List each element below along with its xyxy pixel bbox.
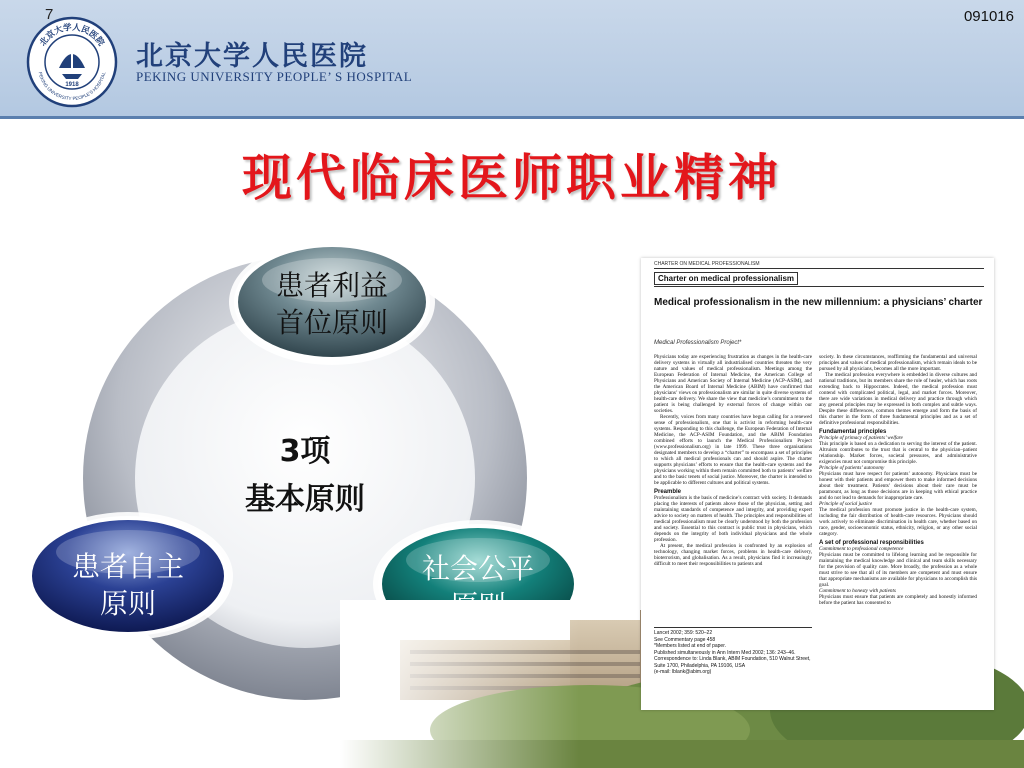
doc-right-column: [819, 354, 977, 606]
doc-subheading: Commitment to honesty with patients: [819, 588, 896, 594]
doc-cite-line: See Commentary page 458: [654, 636, 716, 643]
left-bubble-line2: 原则: [99, 587, 156, 620]
left-bubble-line1: 患者自主: [71, 550, 184, 583]
doc-paragraph: Physicians must ensure that patients are completely and honestly informed before the patient has consented to: [819, 594, 977, 606]
hospital-name-en: PEKING UNIVERSITY PEOPLE’ S HOSPITAL: [136, 69, 413, 84]
doc-rule: [654, 286, 984, 287]
center-label-line1: 3项: [279, 434, 331, 469]
top-bubble-line1: 患者利益: [275, 269, 388, 302]
doc-subheading: Principle of social justice: [819, 501, 873, 507]
doc-paragraph: This principle is based on a dedication to serving the interest of the patient. Altruism contributes to the trust that is central to the physician–patient relationship. Market forces, societal pressures, and administrative exigencies must not compromise this principle.: [819, 441, 977, 465]
doc-paragraph: The medical profession everywhere is embedded in diverse cultures and national traditions, but its members share the role of healer, which has roots extending back to Hippocrates. Indeed, the medical profession must contend with complicated political, legal, and market forces. Moreover, there are wide variations in medical delivery and practice through which any general principles may be expressed in both complex and subtle ways. Despite these differences, common themes emerge and form the basis of this charter in the form of three fundamental principles and as a set of definitive professional responsibilities.: [819, 372, 977, 426]
hospital-logo: [26, 16, 118, 108]
doc-cite-rule: [654, 627, 812, 628]
doc-paragraph: Professionalism is the basis of medicine’s contract with society. It demands placing the interests of patients above those of the physician, setting and maintaining standards of competence and integrity, and providing expert advice to society on matters of health. The principles and responsibilities of medical professionalism must be clearly understood by both the profession and society. Essential to this contract is public trust in physicians, which depends on the integrity of both individual physicians and the whole profession.: [654, 495, 812, 543]
doc-cite-line: (e-mail: lblank@abim.org): [654, 669, 712, 675]
doc-subheading: Principle of patients’ autonomy: [819, 465, 885, 471]
doc-running-head: CHARTER ON MEDICAL PROFESSIONALISM: [654, 261, 760, 267]
doc-subheading: Commitment to professional competence: [819, 546, 904, 552]
charter-document: [641, 258, 994, 710]
header-divider: [0, 116, 1024, 119]
top-bubble-line2: 首位原则: [275, 306, 388, 339]
slide-title: 现代临床医师职业精神: [242, 149, 782, 207]
slide-code: 091016: [963, 8, 1014, 25]
doc-cite-line: *Members listed at end of paper.: [654, 643, 726, 649]
doc-heading: Fundamental principles: [819, 429, 887, 435]
doc-cite-line: Correspondence to: Linda Blank, ABIM Foundation, 510 Walnut Street, Suite 1700, Philadelphia, PA 19106, USA: [654, 656, 811, 669]
doc-author: Medical Professionalism Project*: [654, 340, 742, 346]
doc-box-heading: Charter on medical professionalism: [654, 272, 798, 285]
doc-paragraph: Recently, voices from many countries have begun calling for a renewed sense of professionalism, one that is activist in reforming health-care systems. Responding to this challenge, the European Federation of Internal Medicine, the ACP-ASIM Foundation, and the ABIM Foundation combined efforts to launch the Medical Professionalism Project (www.professionalism.org) in late 1999. These three organisations designated members to develop a “charter” to encompass a set of principles to which all medical professionals can and should aspire. The charter supports physicians’ efforts to ensure that the health-care systems and the physicians working within them remain committed both to patients’ welfare and to the basic tenets of social justice. Moreover, the charter is intended to be applicable to different cultures and political systems.: [654, 414, 812, 486]
logo-text-bottom: PEKING UNIVERSITY PEOPLE’S HOSPITAL: [37, 71, 107, 102]
right-bubble-line1: 社会公平: [421, 552, 534, 585]
doc-paragraph: Physicians must have respect for patients’ autonomy. Physicians must be honest with their patients and empower them to make informed decisions about their treatment. Patients’ decisions about their care must be paramount, as long as those decisions are in keeping with ethical practice and do not lead to demands for inappropriate care.: [819, 471, 977, 501]
doc-paragraph: Physicians today are experiencing frustration as changes in the health-care delivery systems in virtually all industrialised countries threaten the very nature and values of medical professionalism. Meetings among the European Federation of Internal Medicine, the American College of Physicians and American Society of Internal Medicine (ACP-ASIM), and the American Board of Internal Medicine (ABIM) have confirmed that physicians’ views on professionalism are similar in quite diverse systems of health-care delivery. We share the view that medicine’s commitment to the patient is being challenged by external forces of change within our societies.: [654, 354, 812, 414]
doc-paragraph: The medical profession must promote justice in the health-care system, including the fair distribution of health-care resources. Physicians should work actively to eliminate discrimination in health care, whether based on race, gender, socioeconomic status, ethnicity, religion, or any other social category.: [819, 507, 977, 537]
center-label-line2: 基本原则: [245, 482, 365, 517]
doc-heading: Preamble: [654, 489, 682, 495]
doc-left-column: [654, 354, 812, 567]
doc-paragraph: society. In these circumstances, reaffirming the fundamental and universal principles and values of medical professionalism, which remain ideals to be pursued by all physicians, becomes all the more important.: [819, 354, 977, 372]
doc-rule: [654, 268, 984, 269]
hospital-name-cn: 北京大学人民医院: [136, 41, 368, 72]
doc-cite-line: Published simultaneously in Ann Intern Med 2002; 136: 243–46.: [654, 649, 796, 656]
doc-heading: A set of professional responsibilities: [819, 540, 924, 546]
logo-year: 1918: [65, 82, 79, 88]
slide-number: 7: [45, 6, 54, 23]
doc-article-title: Medical professionalism in the new millennium: a physicians’ charter: [654, 297, 983, 308]
logo-text-top: 北京大学人民医院: [38, 22, 106, 49]
doc-subheading: Principle of primacy of patients’ welfare: [819, 435, 903, 441]
doc-paragraph: At present, the medical profession is confronted by an explosion of technology, changing market forces, problems in health-care delivery, bioterrorism, and globalisation. As a result, physicians find it increasingly difficult to meet their responsibilities to patients and: [654, 543, 812, 567]
doc-paragraph: Physicians must be committed to lifelong learning and be responsible for maintaining the medical knowledge and clinical and team skills necessary for the provision of quality care. More broadly, the profession as a whole must strive to see that all of its members are competent and must ensure that appropriate mechanisms are available for physicians to accomplish this goal.: [819, 552, 977, 588]
doc-cite-line: Lancet 2002; 359: 520–22: [654, 630, 713, 636]
doc-citation-block: [654, 630, 812, 676]
